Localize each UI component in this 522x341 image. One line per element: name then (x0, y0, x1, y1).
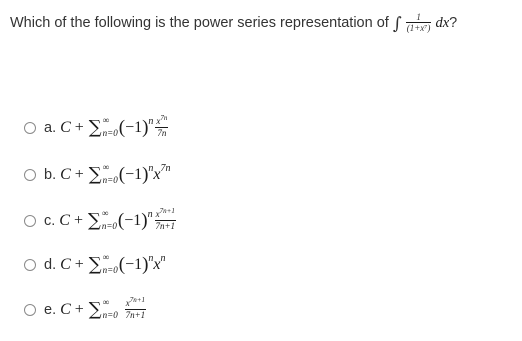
sum-symbol: ∑ ∞ n=0 (88, 115, 118, 138)
option-b-radio[interactable] (24, 169, 36, 181)
integrand-numerator: 1 (406, 13, 432, 23)
option-d[interactable] (24, 253, 166, 277)
option-d-radio[interactable] (24, 259, 36, 271)
option-b-letter: b. (44, 167, 57, 183)
question-prompt: Which of the following is the power series representation of (10, 15, 389, 31)
option-b[interactable] (24, 163, 171, 187)
option-e-expression: C + ∑ ∞ n=0 $x^{7n+1}$ 7n+1 (60, 295, 146, 320)
option-c-letter: c. (44, 213, 56, 229)
sum-symbol: ∑ ∞ n=0 (88, 162, 118, 185)
question-text (10, 12, 515, 33)
sum-symbol: ∑ ∞ n=0 (88, 252, 118, 275)
question-mark: ? (449, 15, 458, 31)
option-c[interactable] (24, 206, 176, 233)
differential: dx (435, 15, 450, 31)
option-a[interactable] (24, 113, 168, 140)
sum-symbol: ∑ ∞ n=0 (88, 297, 118, 320)
option-e[interactable] (24, 295, 146, 322)
option-d-letter: d. (44, 257, 57, 273)
option-b-expression: C + ∑ ∞ n=0 ( −1 ) n x 7n (60, 162, 171, 185)
option-a-expression: C + ∑ ∞ n=0 ( −1 ) n $x^{7n}$ 7n (60, 113, 168, 138)
integrand-fraction (406, 13, 432, 33)
integral-sign: ∫ (392, 14, 402, 34)
option-a-radio[interactable] (24, 122, 36, 134)
option-e-letter: e. (44, 302, 57, 318)
option-c-expression: C + ∑ ∞ n=0 ( −1 ) n $x^{7n+1}$ 7n+1 (59, 206, 176, 231)
sum-symbol: ∑ ∞ n=0 (87, 208, 117, 231)
integrand-denominator: (1+x⁷) (406, 23, 431, 34)
option-c-radio[interactable] (24, 215, 36, 227)
option-a-letter: a. (44, 120, 57, 136)
option-e-radio[interactable] (24, 304, 36, 316)
option-d-expression: C + ∑ ∞ n=0 ( −1 ) n x n (60, 252, 166, 275)
